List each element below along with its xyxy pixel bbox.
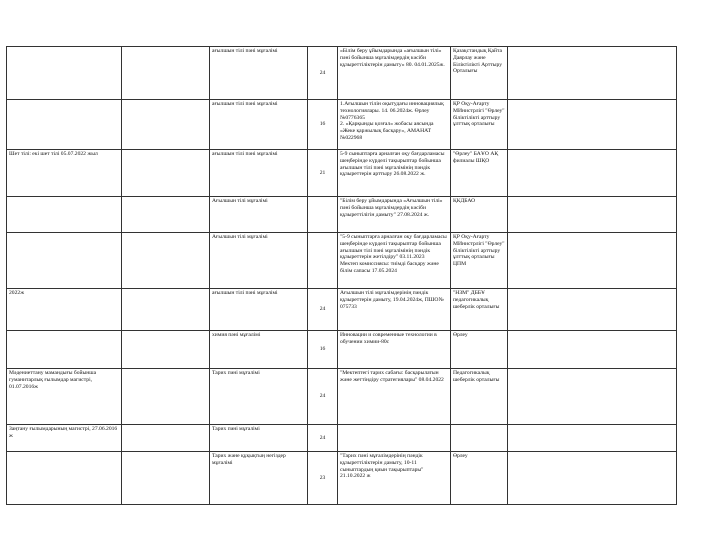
table-row	[7, 369, 677, 425]
table-row	[7, 289, 677, 331]
table-row	[7, 425, 677, 452]
hours-cell: 21	[308, 150, 338, 197]
empty-cell	[508, 197, 677, 233]
table-row	[7, 197, 677, 233]
course-cell	[338, 425, 451, 452]
position-cell: ағылшын тілі пәні мұғалімі	[210, 289, 308, 331]
provider-cell: Педагогикалық шеберлік орталығы	[451, 369, 508, 425]
blank-cell	[122, 425, 210, 452]
hours-cell: 24	[308, 289, 338, 331]
course-cell: "Тарих пәні мұғалімдерінің пәндік құзыреттіліктерін дамыту, 10-11 сыныптардың қиын тақырыптары" 21.10.2022 ж	[338, 452, 451, 505]
course-cell: Инновации и современные технологии в обучении химии-80с	[338, 331, 451, 369]
position-cell: химия пәні мұғалімі	[210, 331, 308, 369]
empty-cell	[508, 452, 677, 505]
course-cell: 1.Ағылшын тілін оқытудағы инновациялық технологиялары. 14. 06.2024ж. Өрлеу №0776365 2. «Қарқынды қозғал» жобасы аясында «Жеке қаржылық басқару», АМАНАТ №022968	[338, 100, 451, 150]
hours-cell: 23	[308, 452, 338, 505]
empty-cell	[508, 47, 677, 100]
course-cell: Ағылшын тілі мұғалімдерінің пәндік құзыреттерін дамыту, 19.04.2024ж, ПШО№ 075733	[338, 289, 451, 331]
specialty-cell: Заңтану ғылымдарының магистрі, 27.06.2016 ж	[7, 425, 122, 452]
hours-cell: 24	[308, 425, 338, 452]
position-cell: ағылшын тілі пәні мұғалімі	[210, 150, 308, 197]
provider-cell: ҚР Оқу-Ағарту МИнистрлігі "Өрлеу" біліктілікті арттыру ұлттық орталығы	[451, 100, 508, 150]
hours-cell	[308, 233, 338, 289]
provider-cell: "Өрлеу" БАҰО АҚ филиалы ШҚО	[451, 150, 508, 197]
hours-cell: 24	[308, 47, 338, 100]
position-cell: ағылшын тілі пәні мұғалімі	[210, 47, 308, 100]
blank-cell	[122, 47, 210, 100]
empty-cell	[508, 150, 677, 197]
position-cell: Тарих және құқықтың негіздер мұғалімі	[210, 452, 308, 505]
empty-cell	[508, 425, 677, 452]
specialty-cell	[7, 452, 122, 505]
provider-cell: ҚР Оқу-Ағарту МИнистрлігі "Өрлеу" біліктілікті арттыру ұлттық орталығы ЦПМ	[451, 233, 508, 289]
course-cell: «Білім беру ұйымдарында «ағылшын тілі» пәні бойынша мұғалімдердің кәсіби құзыреттіліктерін дамыту» 80. 04.01.2025ж.	[338, 47, 451, 100]
blank-cell	[122, 452, 210, 505]
blank-cell	[122, 331, 210, 369]
specialty-cell	[7, 47, 122, 100]
provider-cell: Қазақстандық Қайта Даярлау және Біліктілікті Арттыру Орталығы	[451, 47, 508, 100]
blank-cell	[122, 150, 210, 197]
specialty-cell: Мәдениеттану мамандығы бойынша гуманитарлық ғылымдар магистрі, 01.07.2016ж	[7, 369, 122, 425]
hours-cell: 24	[308, 369, 338, 425]
table-row	[7, 452, 677, 505]
position-cell: Ағылшын тілі мұғалімі	[210, 197, 308, 233]
specialty-cell: 2022ж	[7, 289, 122, 331]
position-cell: Тарих пәні мұғалімі	[210, 425, 308, 452]
provider-cell: Өрлеу	[451, 452, 508, 505]
specialty-cell: Шет тілі: екі шет тілі 05.07.2022 жыл	[7, 150, 122, 197]
table-row	[7, 331, 677, 369]
table-row	[7, 150, 677, 197]
course-cell: 5-9 сыныптарға арналған оқу бағдарламасы шеңберінде күрделі тақырыптар бойынша ағылшын тілі пәні мұғалімінің пәндік құзыреттерін арттыру 26.08.2022 ж.	[338, 150, 451, 197]
blank-cell	[122, 289, 210, 331]
provider-cell: "НЗМ" ДББҰ педагогикалық шеберлік орталығы	[451, 289, 508, 331]
provider-cell	[451, 425, 508, 452]
specialty-cell	[7, 331, 122, 369]
table-row	[7, 100, 677, 150]
blank-cell	[122, 197, 210, 233]
course-cell: "5-9 сыныптарға арналған оқу бағдарламасы шеңберінде күрделі тақырыптар бойынша ағылшын тілі пәні мұғалімінің пәндік құзыреттерін жетілдіру" 03.11.2023 Мектеп комиссиясы: тиімді басқару және білім сапасы 17.05.2024	[338, 233, 451, 289]
position-cell: ағылшын тілі пәні мұғалімі	[210, 100, 308, 150]
blank-cell	[122, 100, 210, 150]
hours-cell: 16	[308, 331, 338, 369]
provider-cell: Өрлеу	[451, 331, 508, 369]
blank-cell	[122, 233, 210, 289]
specialty-cell	[7, 233, 122, 289]
empty-cell	[508, 100, 677, 150]
course-cell: "Білім беру ұйымдарында «Ағылшын тілі» пәні бойынша мұғалімдердің кәсіби құзыреттілігін дамыту" 27.08.2024 ж.	[338, 197, 451, 233]
hours-cell: 16	[308, 100, 338, 150]
hours-cell	[308, 197, 338, 233]
empty-cell	[508, 369, 677, 425]
blank-cell	[122, 369, 210, 425]
provider-cell: ҚКДБАО	[451, 197, 508, 233]
qualification-table	[6, 46, 677, 505]
position-cell: Ағылшын тілі мұғалімі	[210, 233, 308, 289]
empty-cell	[508, 233, 677, 289]
table-row	[7, 47, 677, 100]
specialty-cell	[7, 100, 122, 150]
empty-cell	[508, 289, 677, 331]
course-cell: "Мектептегі тарих сабағы: басқарылатын және жеттіндіру стратегиялары" 08.04.2022	[338, 369, 451, 425]
position-cell: Тарих пәні мұғалімі	[210, 369, 308, 425]
empty-cell	[508, 331, 677, 369]
table-row	[7, 233, 677, 289]
specialty-cell	[7, 197, 122, 233]
